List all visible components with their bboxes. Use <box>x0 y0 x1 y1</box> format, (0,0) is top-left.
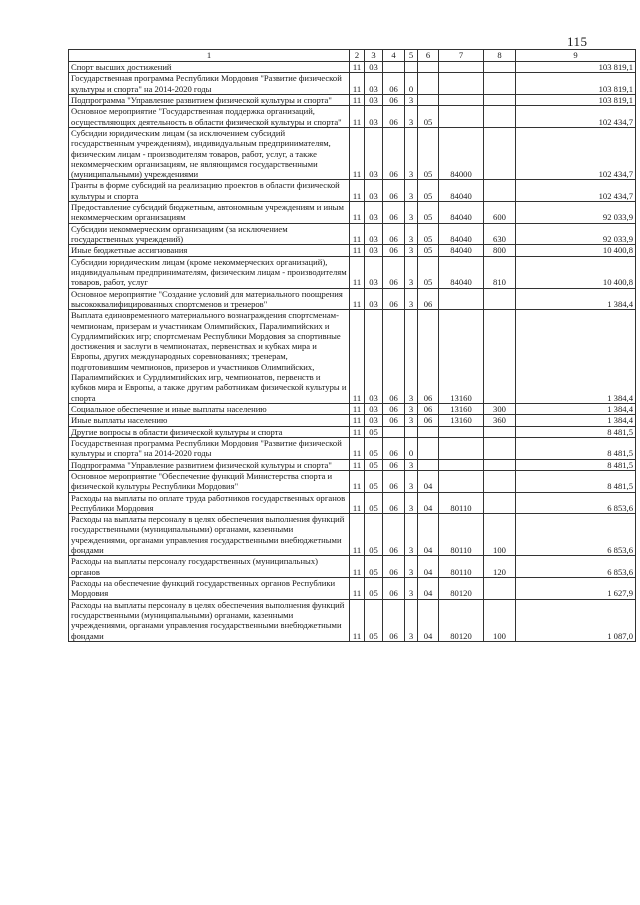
code-cell: 05 <box>365 426 383 437</box>
table-row <box>69 470 636 492</box>
table-row <box>69 459 636 470</box>
header-cell: 6 <box>418 50 439 62</box>
code-cell: 3 <box>405 599 418 641</box>
table-row <box>69 94 636 105</box>
header-row <box>69 50 636 62</box>
code-cell <box>418 426 439 437</box>
code-cell: 03 <box>365 94 383 105</box>
code-cell: 06 <box>383 556 405 578</box>
code-cell: 06 <box>383 415 405 426</box>
budget-table <box>68 49 636 642</box>
code-cell: 3 <box>405 556 418 578</box>
code-cell: 3 <box>405 310 418 404</box>
code-cell: 03 <box>365 180 383 202</box>
code-cell: 11 <box>350 127 365 180</box>
code-cell <box>439 73 484 95</box>
table-row <box>69 73 636 95</box>
code-cell: 11 <box>350 514 365 556</box>
amount-cell: 8 481,5 <box>516 470 636 492</box>
amount-cell: 102 434,7 <box>516 180 636 202</box>
code-cell: 06 <box>383 245 405 256</box>
code-cell <box>484 492 516 514</box>
code-cell: 0 <box>405 73 418 95</box>
amount-cell: 1 384,4 <box>516 404 636 415</box>
code-cell: 84040 <box>439 245 484 256</box>
code-cell: 05 <box>418 127 439 180</box>
code-cell: 05 <box>418 180 439 202</box>
code-cell: 100 <box>484 599 516 641</box>
code-cell <box>484 310 516 404</box>
row-name-cell: Расходы на выплаты персоналу государственных (муниципальных) органов <box>69 556 350 578</box>
code-cell: 11 <box>350 245 365 256</box>
code-cell: 3 <box>405 492 418 514</box>
code-cell: 05 <box>365 492 383 514</box>
row-name-cell: Подпрограмма "Управление развитием физической культуры и спорта" <box>69 94 350 105</box>
code-cell: 04 <box>418 556 439 578</box>
row-name-cell: Субсидии юридическим лицам (за исключением субсидий государственным учреждениям), индивидуальным предпринимателям, физическим лицам - производителям товаров, работ, услуг, а также некоммерческим организациям, не являющимся государственными (муниципальными) учреждениями <box>69 127 350 180</box>
code-cell <box>418 437 439 459</box>
code-cell: 3 <box>405 470 418 492</box>
code-cell: 3 <box>405 415 418 426</box>
code-cell: 05 <box>365 459 383 470</box>
code-cell: 03 <box>365 73 383 95</box>
table-row <box>69 556 636 578</box>
code-cell: 05 <box>365 599 383 641</box>
code-cell: 11 <box>350 62 365 73</box>
code-cell: 06 <box>383 437 405 459</box>
code-cell: 11 <box>350 578 365 600</box>
code-cell: 04 <box>418 492 439 514</box>
code-cell: 06 <box>383 288 405 310</box>
amount-cell: 6 853,6 <box>516 514 636 556</box>
code-cell: 11 <box>350 556 365 578</box>
code-cell: 11 <box>350 470 365 492</box>
table-row <box>69 245 636 256</box>
code-cell: 05 <box>365 556 383 578</box>
row-name-cell: Расходы на выплаты персоналу в целях обеспечения выполнения функций государственными (муниципальными) органами, казенными учреждениями, органами управления государственными внебюджетными фондами <box>69 514 350 556</box>
amount-cell: 1 384,4 <box>516 415 636 426</box>
header-cell: 8 <box>484 50 516 62</box>
row-name-cell: Государственная программа Республики Мордовия "Развитие физической культуры и спорта" на 2014-2020 годы <box>69 437 350 459</box>
row-name-cell: Расходы на выплаты персоналу в целях обеспечения выполнения функций государственными (муниципальными) органами, казенными учреждениями, органами управления государственными внебюджетными фондами <box>69 599 350 641</box>
code-cell: 04 <box>418 578 439 600</box>
code-cell <box>484 94 516 105</box>
code-cell: 11 <box>350 223 365 245</box>
code-cell: 05 <box>365 578 383 600</box>
code-cell <box>484 288 516 310</box>
code-cell: 03 <box>365 245 383 256</box>
code-cell: 03 <box>365 106 383 128</box>
code-cell <box>405 62 418 73</box>
code-cell: 630 <box>484 223 516 245</box>
code-cell: 13160 <box>439 310 484 404</box>
code-cell: 03 <box>365 202 383 224</box>
code-cell: 11 <box>350 288 365 310</box>
code-cell <box>439 106 484 128</box>
table-row <box>69 514 636 556</box>
amount-cell: 92 033,9 <box>516 223 636 245</box>
row-name-cell: Предоставление субсидий бюджетным, автономным учреждениям и иным некоммерческим организациям <box>69 202 350 224</box>
code-cell: 03 <box>365 404 383 415</box>
amount-cell: 92 033,9 <box>516 202 636 224</box>
row-name-cell: Другие вопросы в области физической культуры и спорта <box>69 426 350 437</box>
code-cell: 06 <box>383 127 405 180</box>
code-cell <box>383 62 405 73</box>
code-cell: 04 <box>418 470 439 492</box>
code-cell: 06 <box>383 223 405 245</box>
row-name-cell: Расходы на выплаты по оплате труда работников государственных органов Республики Мордовия <box>69 492 350 514</box>
code-cell: 05 <box>365 514 383 556</box>
code-cell <box>439 459 484 470</box>
code-cell: 11 <box>350 202 365 224</box>
code-cell: 80120 <box>439 578 484 600</box>
page-number: 115 <box>567 34 588 49</box>
code-cell: 3 <box>405 94 418 105</box>
amount-cell: 1 627,9 <box>516 578 636 600</box>
amount-cell: 1 384,4 <box>516 288 636 310</box>
code-cell: 03 <box>365 223 383 245</box>
code-cell: 05 <box>418 106 439 128</box>
code-cell: 13160 <box>439 404 484 415</box>
code-cell: 06 <box>383 578 405 600</box>
code-cell: 06 <box>383 470 405 492</box>
row-name-cell: Иные бюджетные ассигнования <box>69 245 350 256</box>
code-cell: 05 <box>418 256 439 288</box>
code-cell: 06 <box>383 202 405 224</box>
code-cell: 04 <box>418 514 439 556</box>
code-cell <box>439 437 484 459</box>
table-row <box>69 202 636 224</box>
header-cell: 3 <box>365 50 383 62</box>
code-cell: 11 <box>350 94 365 105</box>
row-name-cell: Субсидии юридическим лицам (кроме некоммерческих организаций), индивидуальным предпринимателям, физическим лицам - производителям товаров, работ, услуг <box>69 256 350 288</box>
code-cell: 06 <box>383 599 405 641</box>
code-cell: 3 <box>405 514 418 556</box>
amount-cell: 102 434,7 <box>516 106 636 128</box>
header-cell: 1 <box>69 50 350 62</box>
table-row <box>69 106 636 128</box>
table-row <box>69 180 636 202</box>
header-cell: 5 <box>405 50 418 62</box>
amount-cell: 1 384,4 <box>516 310 636 404</box>
code-cell <box>418 459 439 470</box>
code-cell: 06 <box>383 94 405 105</box>
code-cell <box>484 62 516 73</box>
code-cell: 06 <box>383 106 405 128</box>
table-row <box>69 426 636 437</box>
code-cell: 13160 <box>439 415 484 426</box>
code-cell <box>484 578 516 600</box>
row-name-cell: Расходы на обеспечение функций государственных органов Республики Мордовия <box>69 578 350 600</box>
code-cell: 06 <box>418 288 439 310</box>
code-cell: 06 <box>418 415 439 426</box>
row-name-cell: Основное мероприятие "Создание условий для материального поощрения высококвалифицированных спортсменов и тренеров" <box>69 288 350 310</box>
code-cell: 11 <box>350 310 365 404</box>
code-cell: 3 <box>405 245 418 256</box>
code-cell: 11 <box>350 404 365 415</box>
code-cell <box>439 62 484 73</box>
code-cell <box>418 73 439 95</box>
row-name-cell: Гранты в форме субсидий на реализацию проектов в области физической культуры и спорта <box>69 180 350 202</box>
code-cell: 06 <box>383 459 405 470</box>
code-cell: 03 <box>365 288 383 310</box>
code-cell <box>484 127 516 180</box>
code-cell <box>484 470 516 492</box>
table-row <box>69 223 636 245</box>
code-cell: 0 <box>405 437 418 459</box>
code-cell: 03 <box>365 127 383 180</box>
code-cell: 84040 <box>439 202 484 224</box>
code-cell: 05 <box>418 202 439 224</box>
code-cell <box>484 180 516 202</box>
amount-cell: 103 819,1 <box>516 94 636 105</box>
code-cell: 360 <box>484 415 516 426</box>
code-cell: 11 <box>350 106 365 128</box>
code-cell: 3 <box>405 288 418 310</box>
code-cell: 11 <box>350 492 365 514</box>
code-cell: 11 <box>350 73 365 95</box>
amount-cell: 6 853,6 <box>516 492 636 514</box>
code-cell: 06 <box>383 256 405 288</box>
code-cell: 3 <box>405 578 418 600</box>
code-cell <box>439 94 484 105</box>
code-cell: 3 <box>405 404 418 415</box>
table-row <box>69 404 636 415</box>
code-cell: 03 <box>365 310 383 404</box>
code-cell: 80120 <box>439 599 484 641</box>
row-name-cell: Спорт высших достижений <box>69 62 350 73</box>
code-cell: 800 <box>484 245 516 256</box>
header-cell: 2 <box>350 50 365 62</box>
code-cell: 11 <box>350 459 365 470</box>
code-cell: 03 <box>365 415 383 426</box>
code-cell <box>439 470 484 492</box>
code-cell: 11 <box>350 180 365 202</box>
header-cell: 4 <box>383 50 405 62</box>
code-cell <box>383 426 405 437</box>
code-cell: 3 <box>405 180 418 202</box>
table-row <box>69 256 636 288</box>
row-name-cell: Государственная программа Республики Мордовия "Развитие физической культуры и спорта" на 2014-2020 годы <box>69 73 350 95</box>
amount-cell: 103 819,1 <box>516 73 636 95</box>
table-row <box>69 599 636 641</box>
code-cell <box>484 426 516 437</box>
code-cell: 05 <box>418 223 439 245</box>
code-cell: 11 <box>350 256 365 288</box>
table-row <box>69 437 636 459</box>
code-cell: 84040 <box>439 223 484 245</box>
code-cell: 03 <box>365 62 383 73</box>
code-cell: 3 <box>405 459 418 470</box>
code-cell: 06 <box>418 310 439 404</box>
amount-cell: 6 853,6 <box>516 556 636 578</box>
row-name-cell: Выплата единовременного материального вознаграждения спортсменам-чемпионам, призерам и участникам Олимпийских, Паралимпийских и Сурдлимпийских игр; спортсменам Республики Мордовия за спортивные достижения и заслуги в чемпионатах, первенствах и кубках мира и Европы, других международных соревнованиях; тренерам, подготовившим чемпионов, призеров и участников Олимпийских, Паралимпийских и Сурдлимпийских игр, чемпионатов, первенств и кубков мира и Европы, а также другим работникам физической культуры и спорта <box>69 310 350 404</box>
table-row <box>69 415 636 426</box>
code-cell: 11 <box>350 415 365 426</box>
amount-cell: 102 434,7 <box>516 127 636 180</box>
header-cell: 7 <box>439 50 484 62</box>
code-cell: 06 <box>383 514 405 556</box>
code-cell: 80110 <box>439 492 484 514</box>
row-name-cell: Субсидии некоммерческим организациям (за исключением государственных учреждений) <box>69 223 350 245</box>
code-cell: 06 <box>383 73 405 95</box>
row-name-cell: Основное мероприятие "Обеспечение функций Министерства спорта и физической культуры Республики Мордовия" <box>69 470 350 492</box>
code-cell: 06 <box>383 492 405 514</box>
code-cell: 810 <box>484 256 516 288</box>
code-cell: 300 <box>484 404 516 415</box>
code-cell: 84000 <box>439 127 484 180</box>
code-cell: 100 <box>484 514 516 556</box>
table-row <box>69 492 636 514</box>
code-cell: 11 <box>350 437 365 459</box>
row-name-cell: Социальное обеспечение и иные выплаты населению <box>69 404 350 415</box>
code-cell: 600 <box>484 202 516 224</box>
header-cell: 9 <box>516 50 636 62</box>
code-cell: 05 <box>418 245 439 256</box>
code-cell: 3 <box>405 223 418 245</box>
code-cell <box>484 73 516 95</box>
code-cell <box>439 288 484 310</box>
table-row <box>69 310 636 404</box>
code-cell: 11 <box>350 599 365 641</box>
code-cell: 03 <box>365 256 383 288</box>
code-cell: 3 <box>405 202 418 224</box>
code-cell: 80110 <box>439 514 484 556</box>
code-cell: 05 <box>365 470 383 492</box>
row-name-cell: Иные выплаты населению <box>69 415 350 426</box>
code-cell <box>405 426 418 437</box>
code-cell <box>484 459 516 470</box>
table-row <box>69 127 636 180</box>
code-cell <box>418 94 439 105</box>
code-cell: 84040 <box>439 256 484 288</box>
code-cell <box>439 426 484 437</box>
amount-cell: 103 819,1 <box>516 62 636 73</box>
amount-cell: 10 400,8 <box>516 245 636 256</box>
code-cell <box>484 437 516 459</box>
amount-cell: 8 481,5 <box>516 437 636 459</box>
code-cell: 05 <box>365 437 383 459</box>
amount-cell: 8 481,5 <box>516 459 636 470</box>
code-cell: 3 <box>405 127 418 180</box>
row-name-cell: Подпрограмма "Управление развитием физической культуры и спорта" <box>69 459 350 470</box>
row-name-cell: Основное мероприятие "Государственная поддержка организаций, осуществляющих деятельность в области физической культуры и спорта" <box>69 106 350 128</box>
code-cell: 80110 <box>439 556 484 578</box>
table-row <box>69 288 636 310</box>
amount-cell: 8 481,5 <box>516 426 636 437</box>
code-cell: 120 <box>484 556 516 578</box>
amount-cell: 10 400,8 <box>516 256 636 288</box>
table-row <box>69 578 636 600</box>
code-cell: 04 <box>418 599 439 641</box>
code-cell: 06 <box>383 310 405 404</box>
code-cell: 3 <box>405 256 418 288</box>
code-cell: 11 <box>350 426 365 437</box>
code-cell: 3 <box>405 106 418 128</box>
code-cell <box>418 62 439 73</box>
code-cell: 06 <box>418 404 439 415</box>
amount-cell: 1 087,0 <box>516 599 636 641</box>
code-cell: 84040 <box>439 180 484 202</box>
table-row <box>69 62 636 73</box>
code-cell: 06 <box>383 404 405 415</box>
code-cell <box>484 106 516 128</box>
code-cell: 06 <box>383 180 405 202</box>
